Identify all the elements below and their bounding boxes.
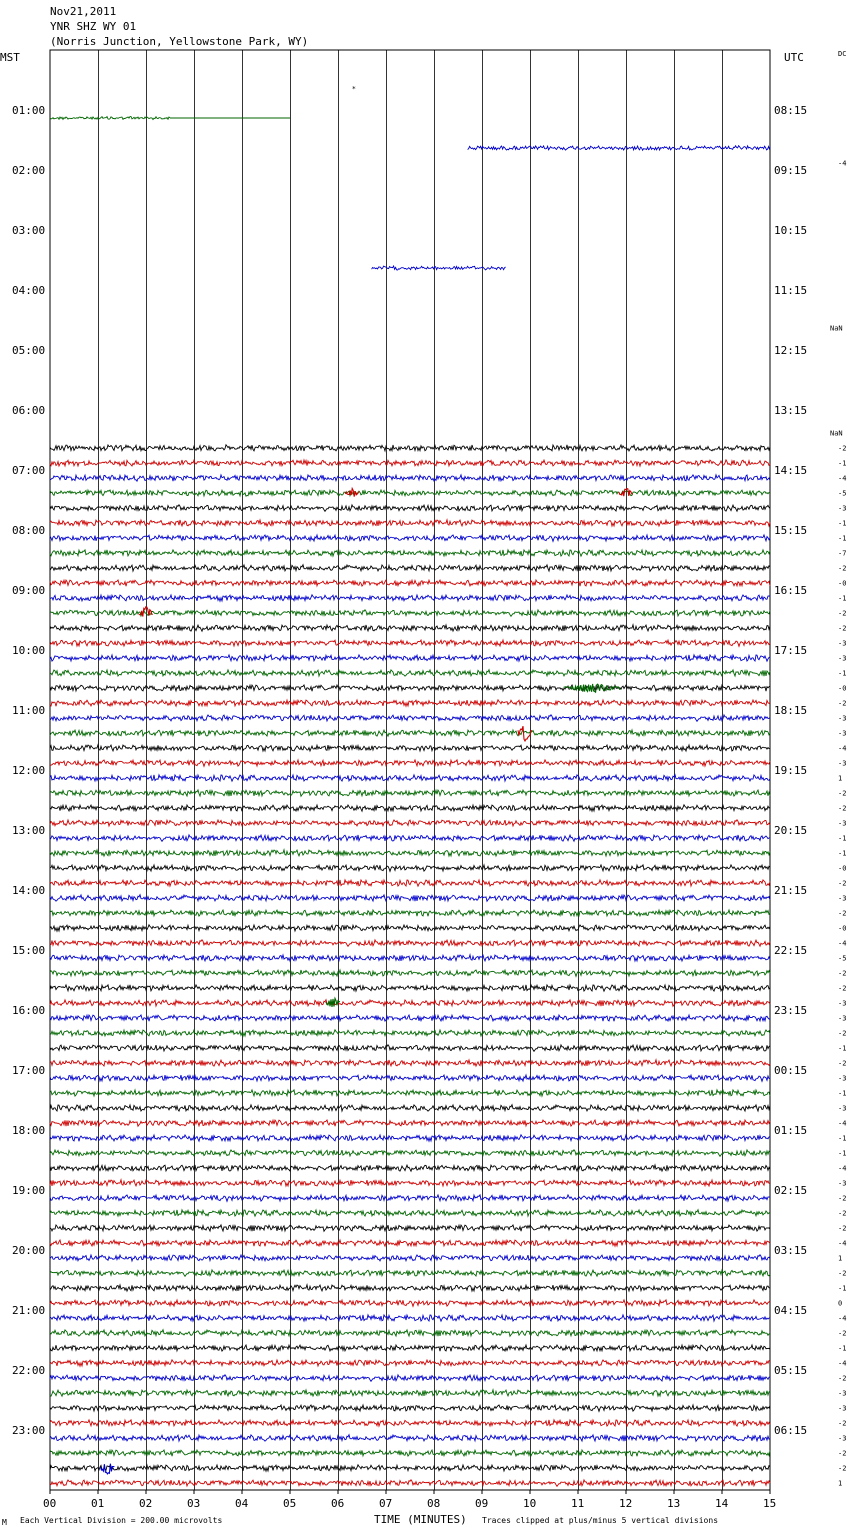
offset-label: -3 <box>838 504 847 513</box>
right-hour-label: 22:15 <box>774 944 808 957</box>
x-tick-label: 12 <box>619 1497 633 1510</box>
trace-row-57 <box>50 910 770 916</box>
right-hour-label: 04:15 <box>774 1304 808 1317</box>
offset-label: -5 <box>838 489 847 498</box>
right-hour-label: 00:15 <box>774 1064 808 1077</box>
chart-date: Nov21,2011 <box>50 5 117 18</box>
trace-row-88 <box>50 1375 770 1382</box>
right-hour-label: 09:15 <box>774 164 808 177</box>
offset-label: -3 <box>838 1179 847 1188</box>
partial-trace-2 <box>468 146 770 151</box>
trace-row-26 <box>50 445 770 451</box>
offset-label: -1 <box>838 1149 847 1158</box>
trace-row-89 <box>50 1390 770 1396</box>
offset-label: -4 <box>838 1359 847 1368</box>
trace-row-72 <box>50 1135 770 1142</box>
trace-row-78 <box>50 1225 770 1231</box>
offset-label: -1 <box>838 459 847 468</box>
offset-label: NaN <box>830 429 843 438</box>
trace-row-38 <box>50 625 770 631</box>
trace-row-37 <box>50 610 770 617</box>
offset-label: -4 <box>838 159 847 168</box>
trace-row-62 <box>50 985 770 991</box>
trace-row-30 <box>50 505 770 512</box>
trace-row-33 <box>50 550 770 556</box>
offset-label: -1 <box>838 519 847 528</box>
right-axis-title: UTC <box>784 51 804 64</box>
offset-label: -7 <box>838 549 847 558</box>
offset-label: -4 <box>838 1164 847 1173</box>
trace-row-92 <box>50 1435 770 1442</box>
trace-row-48 <box>50 775 770 782</box>
left-hour-label: 14:00 <box>12 884 46 897</box>
chart-location: (Norris Junction, Yellowstone Park, WY) <box>50 35 309 48</box>
offset-label: -2 <box>838 1224 847 1233</box>
x-tick-label: 13 <box>667 1497 681 1510</box>
offset-label: -4 <box>838 1119 847 1128</box>
offset-label: -3 <box>838 819 847 828</box>
offset-label: -2 <box>838 624 847 633</box>
offset-label: -1 <box>838 1344 847 1353</box>
trace-row-75 <box>50 1180 770 1186</box>
offset-label: -2 <box>838 609 847 618</box>
offset-label: -3 <box>838 1014 847 1023</box>
offset-label: -0 <box>838 684 847 693</box>
right-hour-label: 19:15 <box>774 764 808 777</box>
trace-row-39 <box>50 640 770 646</box>
hour-labels <box>12 104 807 1437</box>
left-hour-label: 19:00 <box>12 1184 46 1197</box>
right-hour-label: 12:15 <box>774 344 808 357</box>
left-axis-title: MST <box>0 51 20 64</box>
x-tick-label: 11 <box>571 1497 585 1510</box>
offset-label: -2 <box>838 879 847 888</box>
trace-row-70 <box>50 1105 770 1112</box>
right-hour-label: 14:15 <box>774 464 808 477</box>
right-hour-label: 06:15 <box>774 1424 808 1437</box>
trace-row-63 <box>50 1000 770 1007</box>
trace-row-54 <box>50 865 770 871</box>
event-mark-2 <box>139 607 153 617</box>
left-hour-label: 01:00 <box>12 104 46 117</box>
offset-label: -1 <box>838 669 847 678</box>
trace-row-61 <box>50 970 770 976</box>
scale-note: Each Vertical Division = 200.00 microvolts <box>20 1516 223 1525</box>
right-hour-label: 17:15 <box>774 644 808 657</box>
trace-row-27 <box>50 460 770 466</box>
trace-offset-labels <box>830 50 846 1488</box>
offset-label: -2 <box>838 1329 847 1338</box>
left-hour-label: 13:00 <box>12 824 46 837</box>
offset-label: -3 <box>838 1434 847 1443</box>
offset-label: -5 <box>838 954 847 963</box>
offset-label: -4 <box>838 1314 847 1323</box>
left-hour-label: 06:00 <box>12 404 46 417</box>
offset-label: -1 <box>838 1134 847 1143</box>
trace-row-65 <box>50 1030 770 1036</box>
trace-row-79 <box>50 1240 770 1247</box>
offset-label: -0 <box>838 924 847 933</box>
trace-row-76 <box>50 1195 770 1201</box>
trace-row-53 <box>50 850 770 856</box>
left-hour-label: 11:00 <box>12 704 46 717</box>
right-hour-label: 08:15 <box>774 104 808 117</box>
offset-label: -2 <box>838 909 847 918</box>
trace-row-51 <box>50 820 770 826</box>
trace-row-84 <box>50 1315 770 1321</box>
trace-row-68 <box>50 1075 770 1081</box>
trace-row-90 <box>50 1405 770 1411</box>
x-tick-label: 07 <box>379 1497 393 1510</box>
trace-row-64 <box>50 1015 770 1021</box>
x-tick-label: 15 <box>763 1497 777 1510</box>
left-hour-label: 21:00 <box>12 1304 46 1317</box>
trace-row-66 <box>50 1045 770 1052</box>
left-hour-label: 20:00 <box>12 1244 46 1257</box>
offset-label: -3 <box>838 999 847 1008</box>
left-hour-label: 09:00 <box>12 584 46 597</box>
x-tick-label: 06 <box>331 1497 345 1510</box>
x-tick-label: 02 <box>139 1497 153 1510</box>
partial-trace-3 <box>372 266 506 270</box>
left-hour-label: 17:00 <box>12 1064 46 1077</box>
offset-label: -2 <box>838 1374 847 1383</box>
trace-row-34 <box>50 565 770 572</box>
left-hour-label: 18:00 <box>12 1124 46 1137</box>
left-hour-label: 16:00 <box>12 1004 46 1017</box>
offset-label: -2 <box>838 1059 847 1068</box>
left-hour-label: 03:00 <box>12 224 46 237</box>
trace-row-41 <box>50 670 770 677</box>
trace-row-81 <box>50 1270 770 1276</box>
offset-label: -1 <box>838 1089 847 1098</box>
left-hour-label: 08:00 <box>12 524 46 537</box>
offset-label: NaN <box>830 324 843 333</box>
offset-label: -4 <box>838 939 847 948</box>
offset-label: -1 <box>838 849 847 858</box>
right-hour-label: 11:15 <box>774 284 808 297</box>
trace-row-28 <box>50 475 770 481</box>
left-hour-label: 15:00 <box>12 944 46 957</box>
offset-label: -3 <box>838 1104 847 1113</box>
right-hour-label: 18:15 <box>774 704 808 717</box>
trace-row-50 <box>50 805 770 812</box>
offset-label: 1 <box>838 1254 843 1263</box>
offset-label: 0 <box>838 1299 843 1308</box>
offset-label: -3 <box>838 759 847 768</box>
partial-trace-0 <box>50 117 170 120</box>
offset-label: -1 <box>838 1044 847 1053</box>
x-axis-title: TIME (MINUTES) <box>374 1513 467 1526</box>
trace-row-59 <box>50 940 770 947</box>
trace-row-52 <box>50 835 770 841</box>
left-hour-label: 02:00 <box>12 164 46 177</box>
x-tick-label: 14 <box>715 1497 729 1510</box>
x-tick-label: 09 <box>475 1497 489 1510</box>
trace-row-55 <box>50 880 770 886</box>
trace-row-69 <box>50 1090 770 1096</box>
trace-row-40 <box>50 655 770 661</box>
trace-row-71 <box>50 1120 770 1126</box>
event-mark-6 <box>100 1464 114 1474</box>
trace-row-32 <box>50 535 770 541</box>
offset-label: DC <box>838 50 847 58</box>
x-tick-label: 10 <box>523 1497 537 1510</box>
offset-label: -1 <box>838 534 847 543</box>
trace-row-43 <box>50 700 770 707</box>
trace-row-67 <box>50 1060 770 1066</box>
offset-label: -2 <box>838 1029 847 1038</box>
trace-row-94 <box>50 1465 770 1471</box>
clip-note: Traces clipped at plus/minus 5 vertical divisions <box>482 1516 719 1525</box>
offset-label: -4 <box>838 474 847 483</box>
trace-row-83 <box>50 1300 770 1306</box>
x-tick-label: 01 <box>91 1497 105 1510</box>
offset-label: -1 <box>838 834 847 843</box>
x-tick-label: 00 <box>43 1497 57 1510</box>
right-hour-label: 02:15 <box>774 1184 808 1197</box>
trace-row-73 <box>50 1150 770 1157</box>
left-hour-label: 12:00 <box>12 764 46 777</box>
left-hour-label: 05:00 <box>12 344 46 357</box>
trace-row-87 <box>50 1360 770 1366</box>
trace-row-77 <box>50 1210 770 1217</box>
offset-label: -2 <box>838 1194 847 1203</box>
offset-label: -2 <box>838 1269 847 1278</box>
offset-label: -2 <box>838 969 847 978</box>
left-hour-label: 07:00 <box>12 464 46 477</box>
right-hour-label: 23:15 <box>774 1004 808 1017</box>
offset-label: -2 <box>838 789 847 798</box>
trace-row-95 <box>50 1480 770 1487</box>
trace-row-58 <box>50 925 770 931</box>
right-hour-label: 13:15 <box>774 404 808 417</box>
left-hour-label: 04:00 <box>12 284 46 297</box>
trace-row-29 <box>50 490 770 496</box>
trace-row-80 <box>50 1255 770 1261</box>
offset-label: -0 <box>838 864 847 873</box>
offset-label: -3 <box>838 729 847 738</box>
offset-label: -2 <box>838 804 847 813</box>
trace-row-91 <box>50 1420 770 1426</box>
trace-row-93 <box>50 1450 770 1456</box>
offset-label: 1 <box>838 1479 843 1488</box>
x-tick-label: 05 <box>283 1497 297 1510</box>
right-hour-label: 05:15 <box>774 1364 808 1377</box>
trace-row-36 <box>50 595 770 601</box>
offset-label: -2 <box>838 564 847 573</box>
trace-row-42 <box>50 685 770 691</box>
x-tick-label: 03 <box>187 1497 201 1510</box>
offset-label: -2 <box>838 1449 847 1458</box>
x-axis-ticks <box>43 1490 776 1510</box>
offset-label: -2 <box>838 1419 847 1428</box>
chart-station: YNR SHZ WY 01 <box>50 20 137 33</box>
trace-row-46 <box>50 745 770 751</box>
trace-row-60 <box>50 955 770 961</box>
trace-row-47 <box>50 760 770 766</box>
right-hour-label: 21:15 <box>774 884 808 897</box>
offset-label: -1 <box>838 1284 847 1293</box>
left-hour-label: 10:00 <box>12 644 46 657</box>
right-hour-label: 03:15 <box>774 1244 808 1257</box>
x-tick-label: 08 <box>427 1497 441 1510</box>
offset-label: -3 <box>838 1074 847 1083</box>
offset-label: -2 <box>838 984 847 993</box>
x-tick-label: 04 <box>235 1497 249 1510</box>
trace-row-85 <box>50 1330 770 1337</box>
offset-label: 1 <box>838 774 843 783</box>
left-hour-label: 23:00 <box>12 1424 46 1437</box>
trace-row-45 <box>50 730 770 736</box>
right-hour-label: 10:15 <box>774 224 808 237</box>
trace-row-35 <box>50 580 770 586</box>
right-hour-label: 15:15 <box>774 524 808 537</box>
left-hour-label: 22:00 <box>12 1364 46 1377</box>
offset-label: -3 <box>838 894 847 903</box>
offset-label: -3 <box>838 654 847 663</box>
offset-label: -2 <box>838 699 847 708</box>
trace-row-56 <box>50 895 770 902</box>
offset-label: -3 <box>838 639 847 648</box>
right-hour-label: 20:15 <box>774 824 808 837</box>
offset-label: -3 <box>838 1389 847 1398</box>
seismic-traces <box>50 117 770 1487</box>
trace-row-86 <box>50 1345 770 1351</box>
offset-label: -3 <box>838 1404 847 1413</box>
corner-mark: M <box>2 1518 7 1527</box>
offset-label: -4 <box>838 1239 847 1248</box>
trace-row-31 <box>50 520 770 526</box>
offset-label: -2 <box>838 1464 847 1473</box>
right-hour-label: 01:15 <box>774 1124 808 1137</box>
offset-label: -3 <box>838 714 847 723</box>
trace-row-44 <box>50 715 770 722</box>
trace-row-74 <box>50 1165 770 1171</box>
right-hour-label: 16:15 <box>774 584 808 597</box>
offset-label: -4 <box>838 744 847 753</box>
offset-label: -1 <box>838 594 847 603</box>
trace-row-82 <box>50 1285 770 1291</box>
trace-row-49 <box>50 790 770 796</box>
offset-label: -2 <box>838 444 847 453</box>
spike-mark: * <box>351 85 357 93</box>
offset-label: -0 <box>838 579 847 588</box>
offset-label: -2 <box>838 1209 847 1218</box>
